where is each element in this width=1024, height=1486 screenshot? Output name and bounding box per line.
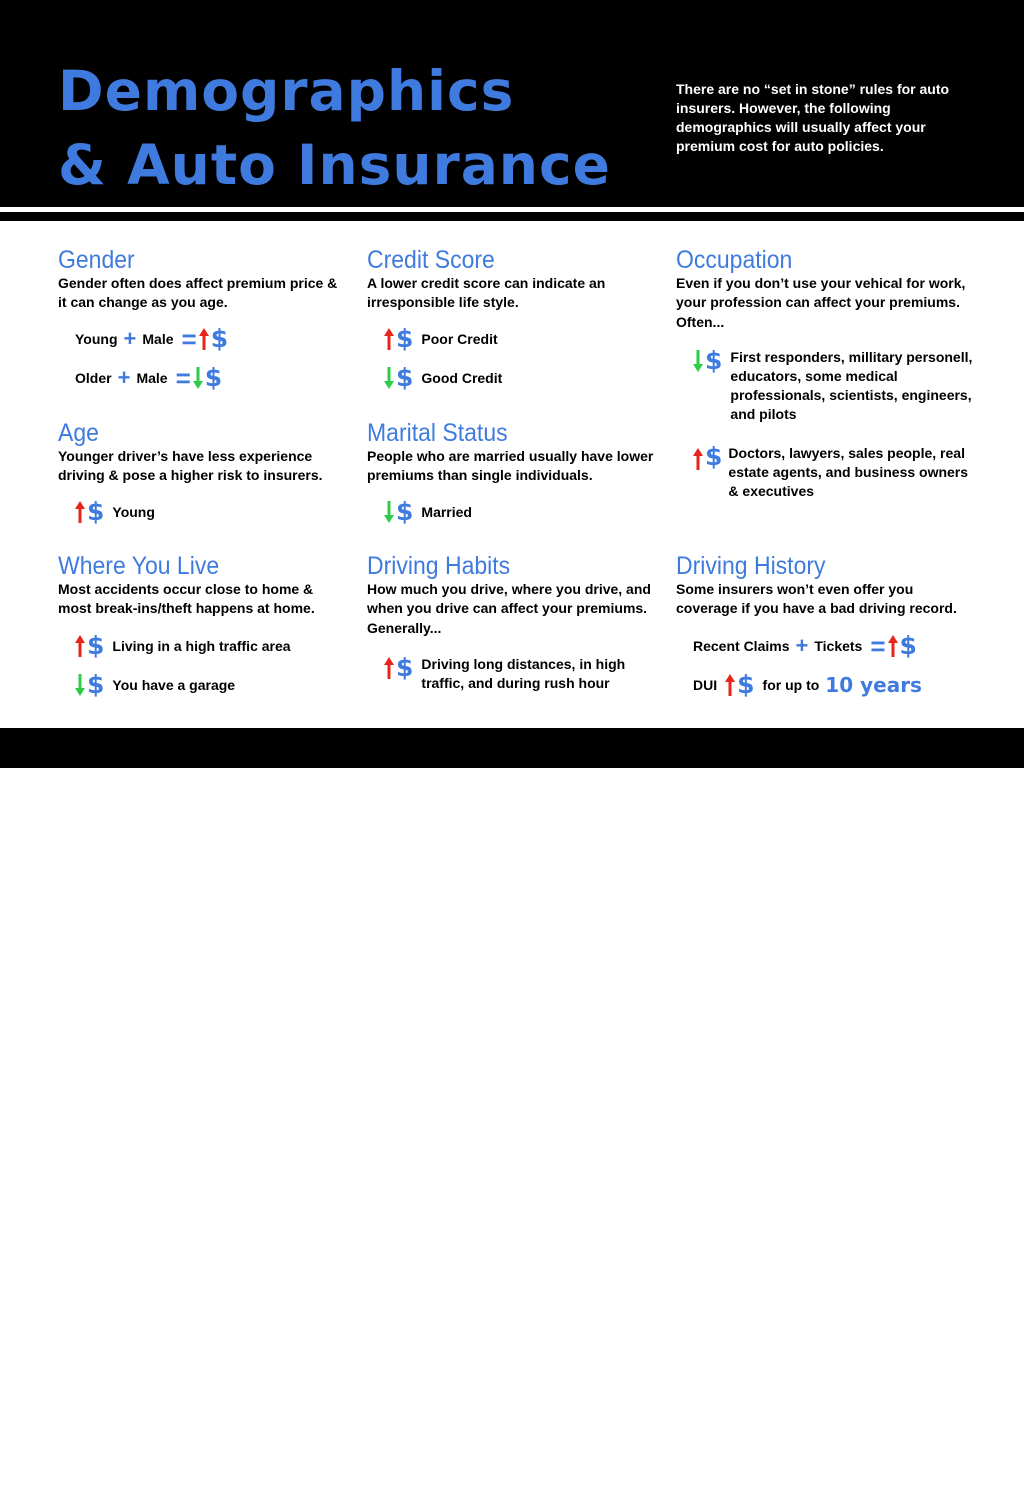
arrow-up-icon bbox=[725, 674, 735, 696]
row-label: Driving long distances, in high traffic, and during rush hour bbox=[421, 656, 626, 691]
credit-row-good bbox=[384, 365, 502, 391]
arrow-up-icon bbox=[384, 657, 394, 679]
row-label: Poor Credit bbox=[421, 330, 498, 347]
arrow-up-icon bbox=[75, 501, 85, 523]
section-occupation bbox=[676, 246, 966, 332]
section-title: Driving Habits bbox=[367, 552, 511, 580]
section-description: Even if you don’t use your vehical for work, your profession can affect your premiums. Often... bbox=[676, 275, 966, 330]
row-label: Young bbox=[112, 503, 155, 520]
equals-icon: = bbox=[175, 363, 191, 393]
dollar-icon: $ bbox=[87, 497, 105, 526]
arrow-down-icon bbox=[693, 350, 703, 372]
section-age bbox=[58, 419, 348, 486]
dollar-icon: $ bbox=[204, 363, 223, 392]
arrow-down-icon bbox=[384, 367, 394, 389]
section-title: Occupation bbox=[676, 246, 793, 274]
habits-row-long-distances bbox=[384, 655, 654, 693]
row-label: Male bbox=[136, 369, 168, 386]
equals-icon: = bbox=[870, 631, 886, 661]
section-credit-score bbox=[367, 246, 657, 313]
row-label: First responders, millitary personell, educators, some medical professionals, scientists, engineers, and pilots bbox=[730, 349, 973, 422]
section-description: People who are married usually have lower premiums than single individuals. bbox=[367, 448, 654, 484]
row-label: Recent Claims bbox=[693, 637, 790, 654]
arrow-up-icon bbox=[384, 328, 394, 350]
section-where-you-live bbox=[58, 552, 348, 619]
row-label: Young bbox=[75, 330, 118, 347]
gender-row-young-male bbox=[75, 326, 228, 352]
row-label: Male bbox=[142, 330, 174, 347]
section-description: Younger driver’s have less experience driving & pose a higher risk to insurers. bbox=[58, 448, 323, 484]
section-description: Some insurers won’t even offer you coverage if you have a bad driving record. bbox=[676, 581, 957, 617]
live-row-high-traffic bbox=[75, 633, 291, 659]
history-row-claims-tickets bbox=[693, 633, 917, 659]
dollar-icon: $ bbox=[737, 670, 755, 699]
dollar-icon: $ bbox=[396, 497, 414, 526]
dollar-icon: $ bbox=[396, 363, 414, 392]
dollar-icon: $ bbox=[87, 631, 105, 660]
gender-row-older-male bbox=[75, 365, 222, 391]
dollar-icon: $ bbox=[396, 653, 414, 682]
section-description: How much you drive, where you drive, and when you drive can affect your premiums. Generally... bbox=[367, 581, 651, 636]
source-url-link[interactable]: http://factsoninsurance.com/insurance/auto-insurance/ bbox=[548, 1467, 940, 1484]
row-label: Living in a high traffic area bbox=[112, 637, 291, 654]
section-title: Gender bbox=[58, 246, 135, 274]
page-title-line-2: & Auto Insurance bbox=[58, 133, 611, 197]
row-label: Married bbox=[421, 503, 472, 520]
footer-bar bbox=[0, 728, 1024, 1484]
section-driving-history bbox=[676, 552, 966, 619]
arrow-up-icon bbox=[888, 635, 898, 657]
arrow-down-icon bbox=[193, 367, 203, 389]
section-title: Marital Status bbox=[367, 419, 508, 447]
arrow-up-icon bbox=[75, 635, 85, 657]
row-label: DUI bbox=[693, 676, 718, 693]
dollar-icon: $ bbox=[899, 631, 917, 660]
ten-years-highlight: 10 years bbox=[825, 673, 922, 697]
row-label: Doctors, lawyers, sales people, real estate agents, and business owners & executives bbox=[728, 445, 969, 499]
page-title-line-1: Demographics bbox=[58, 59, 515, 123]
plus-icon: + bbox=[123, 326, 137, 351]
history-row-dui bbox=[693, 672, 922, 698]
section-description: Gender often does affect premium price & it can change as you age. bbox=[58, 275, 338, 311]
section-driving-habits bbox=[367, 552, 657, 638]
dollar-icon: $ bbox=[705, 346, 723, 375]
dollar-icon: $ bbox=[87, 670, 105, 699]
equals-icon: = bbox=[181, 324, 197, 354]
occupation-row-lower bbox=[693, 348, 993, 424]
section-gender bbox=[58, 246, 348, 313]
section-title: Where You Live bbox=[58, 552, 220, 580]
dollar-icon: $ bbox=[396, 324, 414, 353]
page-title bbox=[58, 54, 611, 202]
section-description: Most accidents occur close to home & most break-ins/theft happens at home. bbox=[58, 581, 315, 617]
header-banner bbox=[0, 0, 1024, 207]
arrow-down-icon bbox=[75, 674, 85, 696]
section-marital-status bbox=[367, 419, 657, 486]
occupation-row-higher bbox=[693, 444, 993, 501]
arrow-up-icon bbox=[199, 328, 209, 350]
plus-icon: + bbox=[117, 365, 131, 390]
age-row-young bbox=[75, 499, 155, 525]
plus-icon: + bbox=[795, 633, 809, 658]
row-label: Older bbox=[75, 369, 112, 386]
dollar-icon: $ bbox=[210, 324, 229, 353]
row-label: Tickets bbox=[814, 637, 863, 654]
credit-row-poor bbox=[384, 326, 498, 352]
row-label: for up to bbox=[762, 676, 820, 693]
section-title: Age bbox=[58, 419, 99, 447]
arrow-up-icon bbox=[693, 448, 703, 470]
section-title: Credit Score bbox=[367, 246, 495, 274]
section-description: A lower credit score can indicate an irresponsible life style. bbox=[367, 275, 606, 311]
row-label: You have a garage bbox=[112, 676, 236, 693]
live-row-garage bbox=[75, 672, 235, 698]
marital-row-married bbox=[384, 499, 472, 525]
section-title: Driving History bbox=[676, 552, 826, 580]
row-label: Good Credit bbox=[421, 369, 503, 386]
header-divider bbox=[0, 212, 1024, 221]
arrow-down-icon bbox=[384, 501, 394, 523]
dollar-icon: $ bbox=[705, 442, 723, 471]
intro-text: There are no “set in stone” rules for auto insurers. However, the following demographics will usually affect your premium cost for auto policies. bbox=[676, 81, 950, 154]
